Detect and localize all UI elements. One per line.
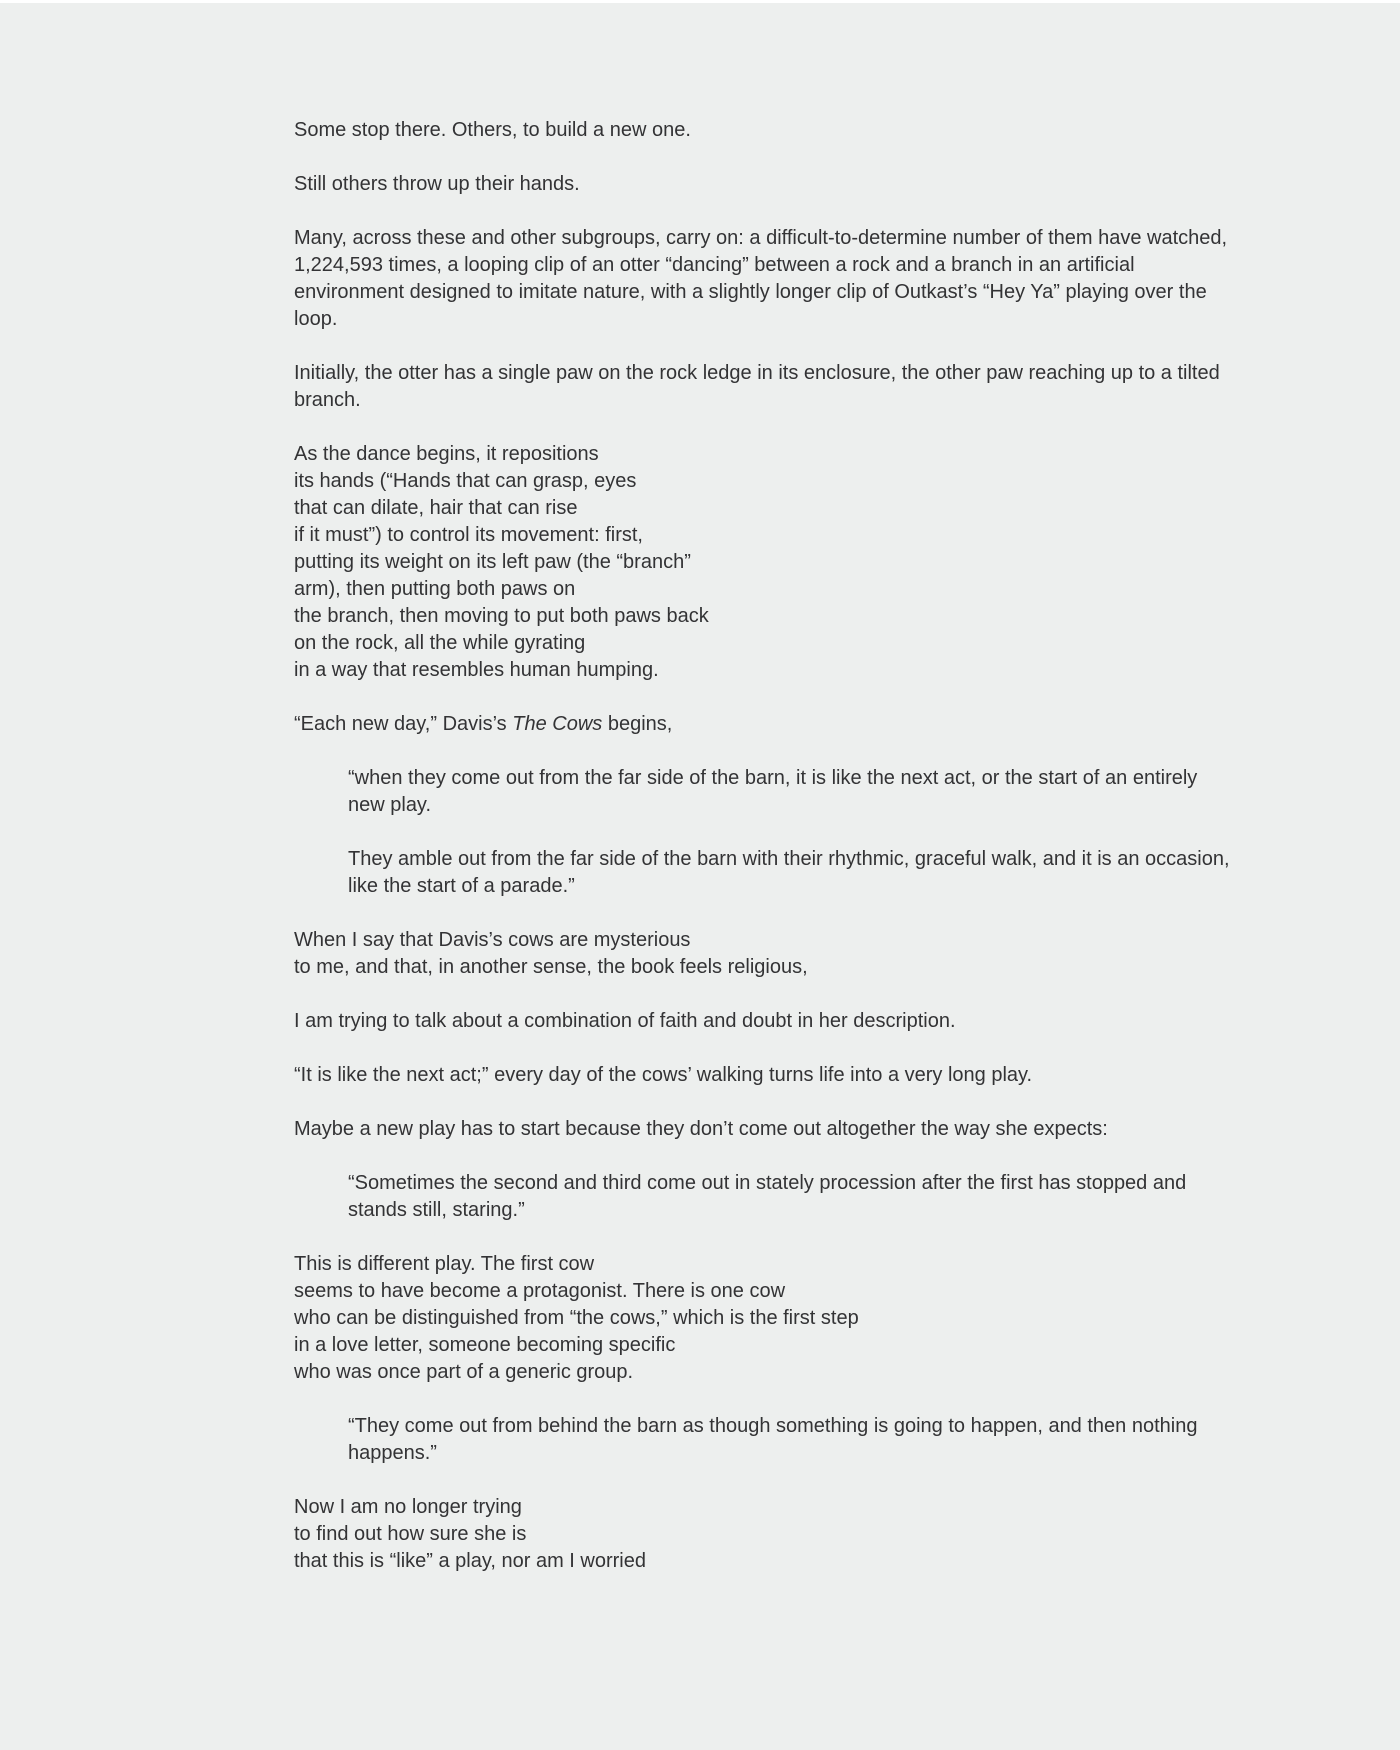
verse-line: arm), then putting both paws on [294,578,576,600]
block-quote-parade: They amble out from the far side of the barn with their rhythmic, graceful walk, and it is an occasion, like the start of a parade.” [348,848,1230,897]
verse-line: This is different play. The first cow [294,1253,595,1275]
verse-line: the branch, then moving to put both paws back [294,605,709,627]
verse-line: on the rock, all the while gyrating [294,632,586,654]
verse-line: to find out how sure she is [294,1523,527,1545]
verse-line: putting its weight on its left paw (the “branch” [294,551,691,573]
page-text-body [294,117,1234,1602]
intro-text-after: begins, [602,713,673,735]
verse-line: Now I am no longer trying [294,1496,522,1518]
paragraph-long-play: “It is like the next act;” every day of the cows’ walking turns life into a very long play. [294,1064,1033,1086]
top-edge-strip [0,0,1400,3]
paragraph-throw-up-hands: Still others throw up their hands. [294,173,580,195]
paragraph-otter-initial: Initially, the otter has a single paw on the rock ledge in its enclosure, the other paw reaching up to a tilted branch. [294,362,1220,411]
verse-line: As the dance begins, it repositions [294,443,599,465]
block-quote-next-act: “when they come out from the far side of the barn, it is like the next act, or the start of an entirely new play. [348,767,1198,816]
verse-line: When I say that Davis’s cows are mysterious [294,929,691,951]
verse-otter-dance [294,441,1234,684]
book-title: The Cows [512,713,603,735]
block-quote-stately-procession: “Sometimes the second and third come out in stately procession after the first has stopped and stands still, staring.” [348,1172,1187,1221]
verse-line: in a love letter, someone becoming specific [294,1334,676,1356]
verse-mysterious-cows [294,927,1234,981]
verse-protagonist [294,1251,1234,1386]
paragraph-otter-clip: Many, across these and other subgroups, carry on: a difficult-to-determine number of them have watched, 1,224,593 times, a looping clip of an otter “dancing” between a rock and a branch in an artificial environment designed to imitate nature, with a slightly longer clip of Outkast’s “Hey Ya” playing over the loop. [294,227,1228,330]
paragraph-cows-intro [294,711,1234,738]
verse-line: its hands (“Hands that can grasp, eyes [294,470,637,492]
intro-text-before: “Each new day,” Davis’s [294,713,513,735]
verse-line: that this is “like” a play, nor am I worried [294,1550,646,1572]
verse-line: who was once part of a generic group. [294,1361,634,1383]
verse-line: if it must”) to control its movement: first, [294,524,643,546]
verse-line: in a way that resembles human humping. [294,659,659,681]
paragraph-stop-there: Some stop there. Others, to build a new one. [294,119,691,141]
paragraph-new-play: Maybe a new play has to start because they don’t come out altogether the way she expects: [294,1118,1108,1140]
verse-line: seems to have become a protagonist. There is one cow [294,1280,786,1302]
verse-line: who can be distinguished from “the cows,” which is the first step [294,1307,859,1329]
verse-no-longer-trying [294,1494,1234,1575]
block-quote-nothing-happens: “They come out from behind the barn as though something is going to happen, and then nothing happens.” [348,1415,1198,1464]
verse-line: to me, and that, in another sense, the book feels religious, [294,956,808,978]
paragraph-faith-doubt: I am trying to talk about a combination of faith and doubt in her description. [294,1010,956,1032]
verse-line: that can dilate, hair that can rise [294,497,578,519]
